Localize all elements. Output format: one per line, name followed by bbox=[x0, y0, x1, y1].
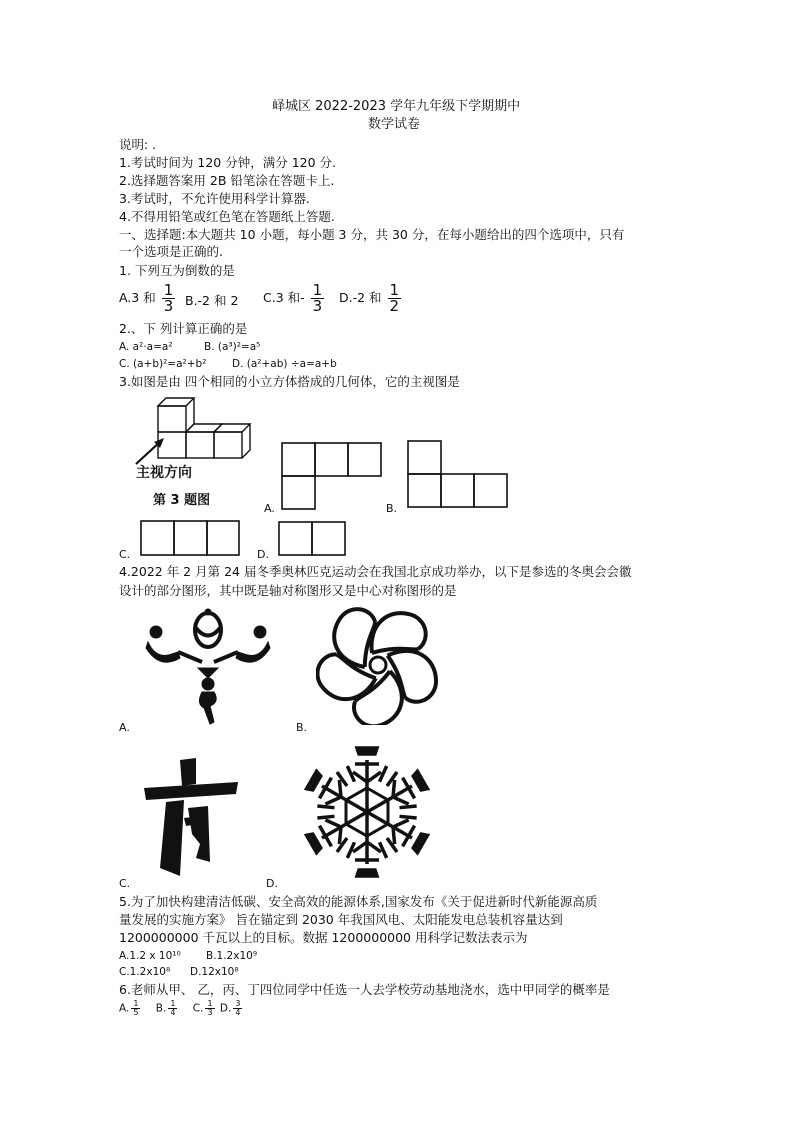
emblem-c-brush-character bbox=[140, 758, 240, 880]
question-1-option-a bbox=[119, 283, 177, 314]
question-5-option-d: D.12x10⁸ bbox=[190, 966, 239, 978]
question-1-option-c bbox=[263, 283, 326, 314]
fraction bbox=[388, 283, 402, 314]
emblem-d-label: D. bbox=[266, 877, 278, 890]
option-d-front-view bbox=[278, 521, 346, 557]
question-1-stem: 1. 下列互为倒数的是 bbox=[119, 263, 235, 278]
fraction bbox=[162, 283, 176, 314]
fraction bbox=[205, 1000, 214, 1017]
question-5-stem-cont: 量发展的实施方案》 旨在锚定到 2030 年我国风电、太阳能发电总装机容量达到 bbox=[119, 912, 563, 927]
question-2-option-b: B. (a³)²=a⁵ bbox=[204, 341, 261, 353]
question-2-option-a: A. a²·a=a² bbox=[119, 341, 173, 353]
page-title: 峄城区 2022-2023 学年九年级下学期期中 bbox=[272, 99, 521, 114]
fraction bbox=[233, 1000, 242, 1017]
question-1-option-d bbox=[339, 283, 403, 314]
option-b-label: B. bbox=[386, 502, 398, 515]
question-5-stem-cont: 1200000000 千瓦以上的目标。数据 1200000000 用科学记数法表示为 bbox=[119, 930, 528, 945]
emblem-c-label: C. bbox=[119, 877, 131, 890]
question-5-stem: 5.为了加快构建清洁低碳、安全高效的能源体系,国家发布《关于促进新时代新能源高质 bbox=[119, 894, 598, 909]
option-a-front-view bbox=[281, 442, 383, 512]
numerator: 1 bbox=[133, 999, 139, 1008]
option-prefix: A. bbox=[119, 1002, 130, 1015]
option-b-front-view bbox=[407, 440, 509, 510]
option-prefix: A.3 和 bbox=[119, 290, 156, 305]
fraction bbox=[131, 1000, 140, 1017]
page-subtitle: 数学试卷 bbox=[368, 117, 421, 132]
question-1-option-b: B.-2 和 2 bbox=[185, 293, 239, 308]
numerator: 1 bbox=[207, 999, 213, 1008]
option-c-label: C. bbox=[119, 548, 131, 561]
question-2-option-d: D. (a²+ab) ÷a=a+b bbox=[232, 358, 337, 370]
question-6-options bbox=[119, 1000, 244, 1018]
question-6-stem: 6.老师从甲、 乙，丙、丁四位同学中任选一人去学校劳动基地浇水，选中甲同学的概率是 bbox=[119, 982, 610, 997]
emblem-a-figures bbox=[138, 608, 278, 726]
denominator: 3 bbox=[207, 1008, 213, 1017]
option-a-label: A. bbox=[264, 502, 275, 515]
denominator: 3 bbox=[163, 297, 174, 315]
option-c-front-view bbox=[140, 520, 240, 557]
emblem-b-pinwheel bbox=[316, 605, 440, 725]
option-prefix: B. bbox=[155, 1002, 167, 1015]
section-heading-cont: 一个选项是正确的. bbox=[119, 244, 223, 259]
numerator: 1 bbox=[170, 999, 176, 1008]
instruction-item: 4.不得用铅笔或红色笔在答题纸上答题. bbox=[119, 209, 335, 224]
denominator: 4 bbox=[170, 1008, 176, 1017]
emblem-b-label: B. bbox=[296, 721, 308, 734]
question-5-option-c: C.1.2x10⁸ bbox=[119, 966, 171, 978]
cube-solid-figure bbox=[130, 396, 260, 468]
section-heading: 一、选择题:本大题共 10 小题，每小题 3 分，共 30 分，在每小题给出的四个选项中，只有 bbox=[119, 227, 625, 242]
emblem-d-snowflake bbox=[296, 744, 438, 880]
instruction-item: 2.选择题答案用 2B 铅笔涂在答题卡上. bbox=[119, 173, 335, 188]
option-prefix: D. bbox=[219, 1002, 232, 1015]
fraction bbox=[311, 283, 325, 314]
numerator: 1 bbox=[312, 281, 323, 299]
option-d-label: D. bbox=[257, 548, 269, 561]
question-5-option-a: A.1.2 x 10¹⁰ bbox=[119, 950, 181, 962]
question-2-option-c: C. (a+b)²=a²+b² bbox=[119, 358, 207, 370]
denominator: 4 bbox=[235, 1008, 241, 1017]
numerator: 3 bbox=[235, 999, 241, 1008]
option-prefix: C.3 和- bbox=[263, 290, 305, 305]
option-prefix: C. bbox=[192, 1002, 204, 1015]
denominator: 3 bbox=[312, 297, 323, 315]
denominator: 5 bbox=[133, 1008, 139, 1017]
fraction bbox=[168, 1000, 177, 1017]
question-2-stem: 2.、下 列计算正确的是 bbox=[119, 321, 248, 336]
figure-caption: 第 3 题图 bbox=[153, 493, 211, 508]
numerator: 1 bbox=[163, 281, 174, 299]
denominator: 2 bbox=[389, 297, 400, 315]
question-4-stem: 4.2022 年 2 月第 24 届冬季奥林匹克运动会在我国北京成功举办，以下是参选的冬奥会会徽 bbox=[119, 564, 632, 579]
question-4-stem-cont: 设计的部分图形，其中既是轴对称图形又是中心对称图形的是 bbox=[119, 583, 457, 598]
question-5-option-b: B.1.2x10⁹ bbox=[206, 950, 258, 962]
view-direction-label: 主视方向 bbox=[136, 465, 192, 481]
numerator: 1 bbox=[389, 281, 400, 299]
option-prefix: D.-2 和 bbox=[339, 290, 382, 305]
question-3-stem: 3.如图是由 四个相同的小立方体搭成的几何体，它的主视图是 bbox=[119, 374, 460, 389]
instructions-heading: 说明: . bbox=[119, 137, 157, 152]
instruction-item: 3.考试时，不允许使用科学计算器. bbox=[119, 191, 310, 206]
instruction-item: 1.考试时间为 120 分钟，满分 120 分. bbox=[119, 155, 337, 170]
emblem-a-label: A. bbox=[119, 721, 130, 734]
